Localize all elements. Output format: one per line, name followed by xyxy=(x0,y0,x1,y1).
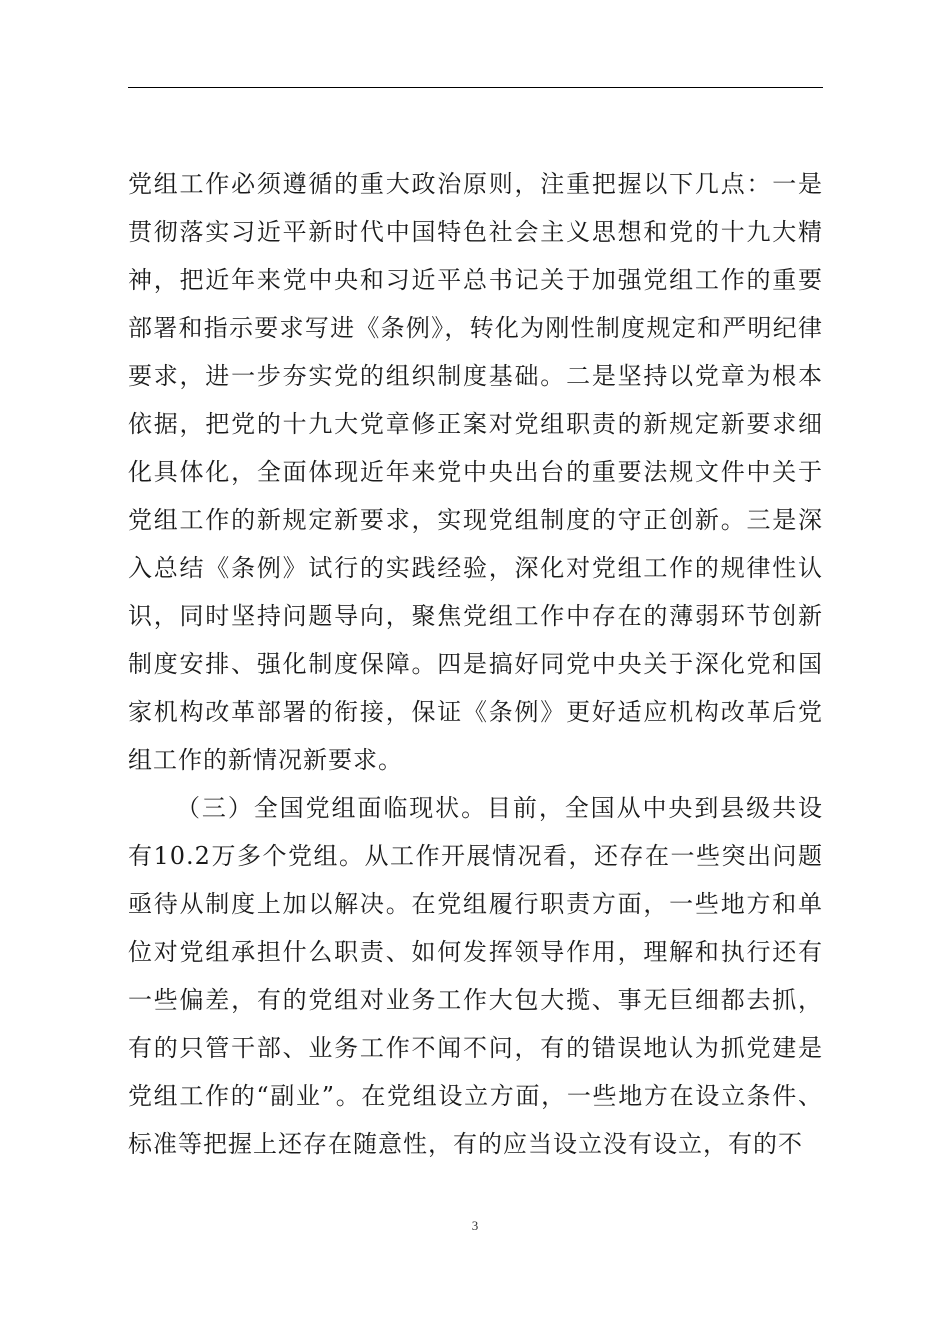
header-rule xyxy=(128,87,823,88)
paragraph-continued: 党组工作必须遵循的重大政治原则，注重把握以下几点：一是贯彻落实习近平新时代中国特色社会主义思想和党的十九大精神，把近年来党中央和习近平总书记关于加强党组工作的重要部署和指示要求写进《条例》，转化为刚性制度规定和严明纪律要求，进一步夯实党的组织制度基础。二是坚持以党章为根本依据，把党的十九大党章修正案对党组职责的新规定新要求细化具体化，全面体现近年来党中央出台的重要法规文件中关于党组工作的新规定新要求，实现党组制度的守正创新。三是深入总结《条例》试行的实践经验，深化对党组工作的规律性认识，同时坚持问题导向，聚焦党组工作中存在的薄弱环节创新制度安排、强化制度保障。四是搞好同党中央关于深化党和国家机构改革部署的衔接，保证《条例》更好适应机构改革后党组工作的新情况新要求。 xyxy=(128,170,823,774)
body-text xyxy=(128,160,823,1168)
page-number: 3 xyxy=(471,1218,479,1233)
paragraph-section-three: （三）全国党组面临现状。目前，全国从中央到县级共设有10.2万多个党组。从工作开展情况看，还存在一些突出问题亟待从制度上加以解决。在党组履行职责方面，一些地方和单位对党组承担什么职责、如何发挥领导作用，理解和执行还有一些偏差，有的党组对业务工作大包大揽、事无巨细都去抓，有的只管干部、业务工作不闻不问，有的错误地认为抓党建是党组工作的“副业”。在党组设立方面，一些地方在设立条件、标准等把握上还存在随意性，有的应当设立没有设立，有的不 xyxy=(128,794,823,1158)
